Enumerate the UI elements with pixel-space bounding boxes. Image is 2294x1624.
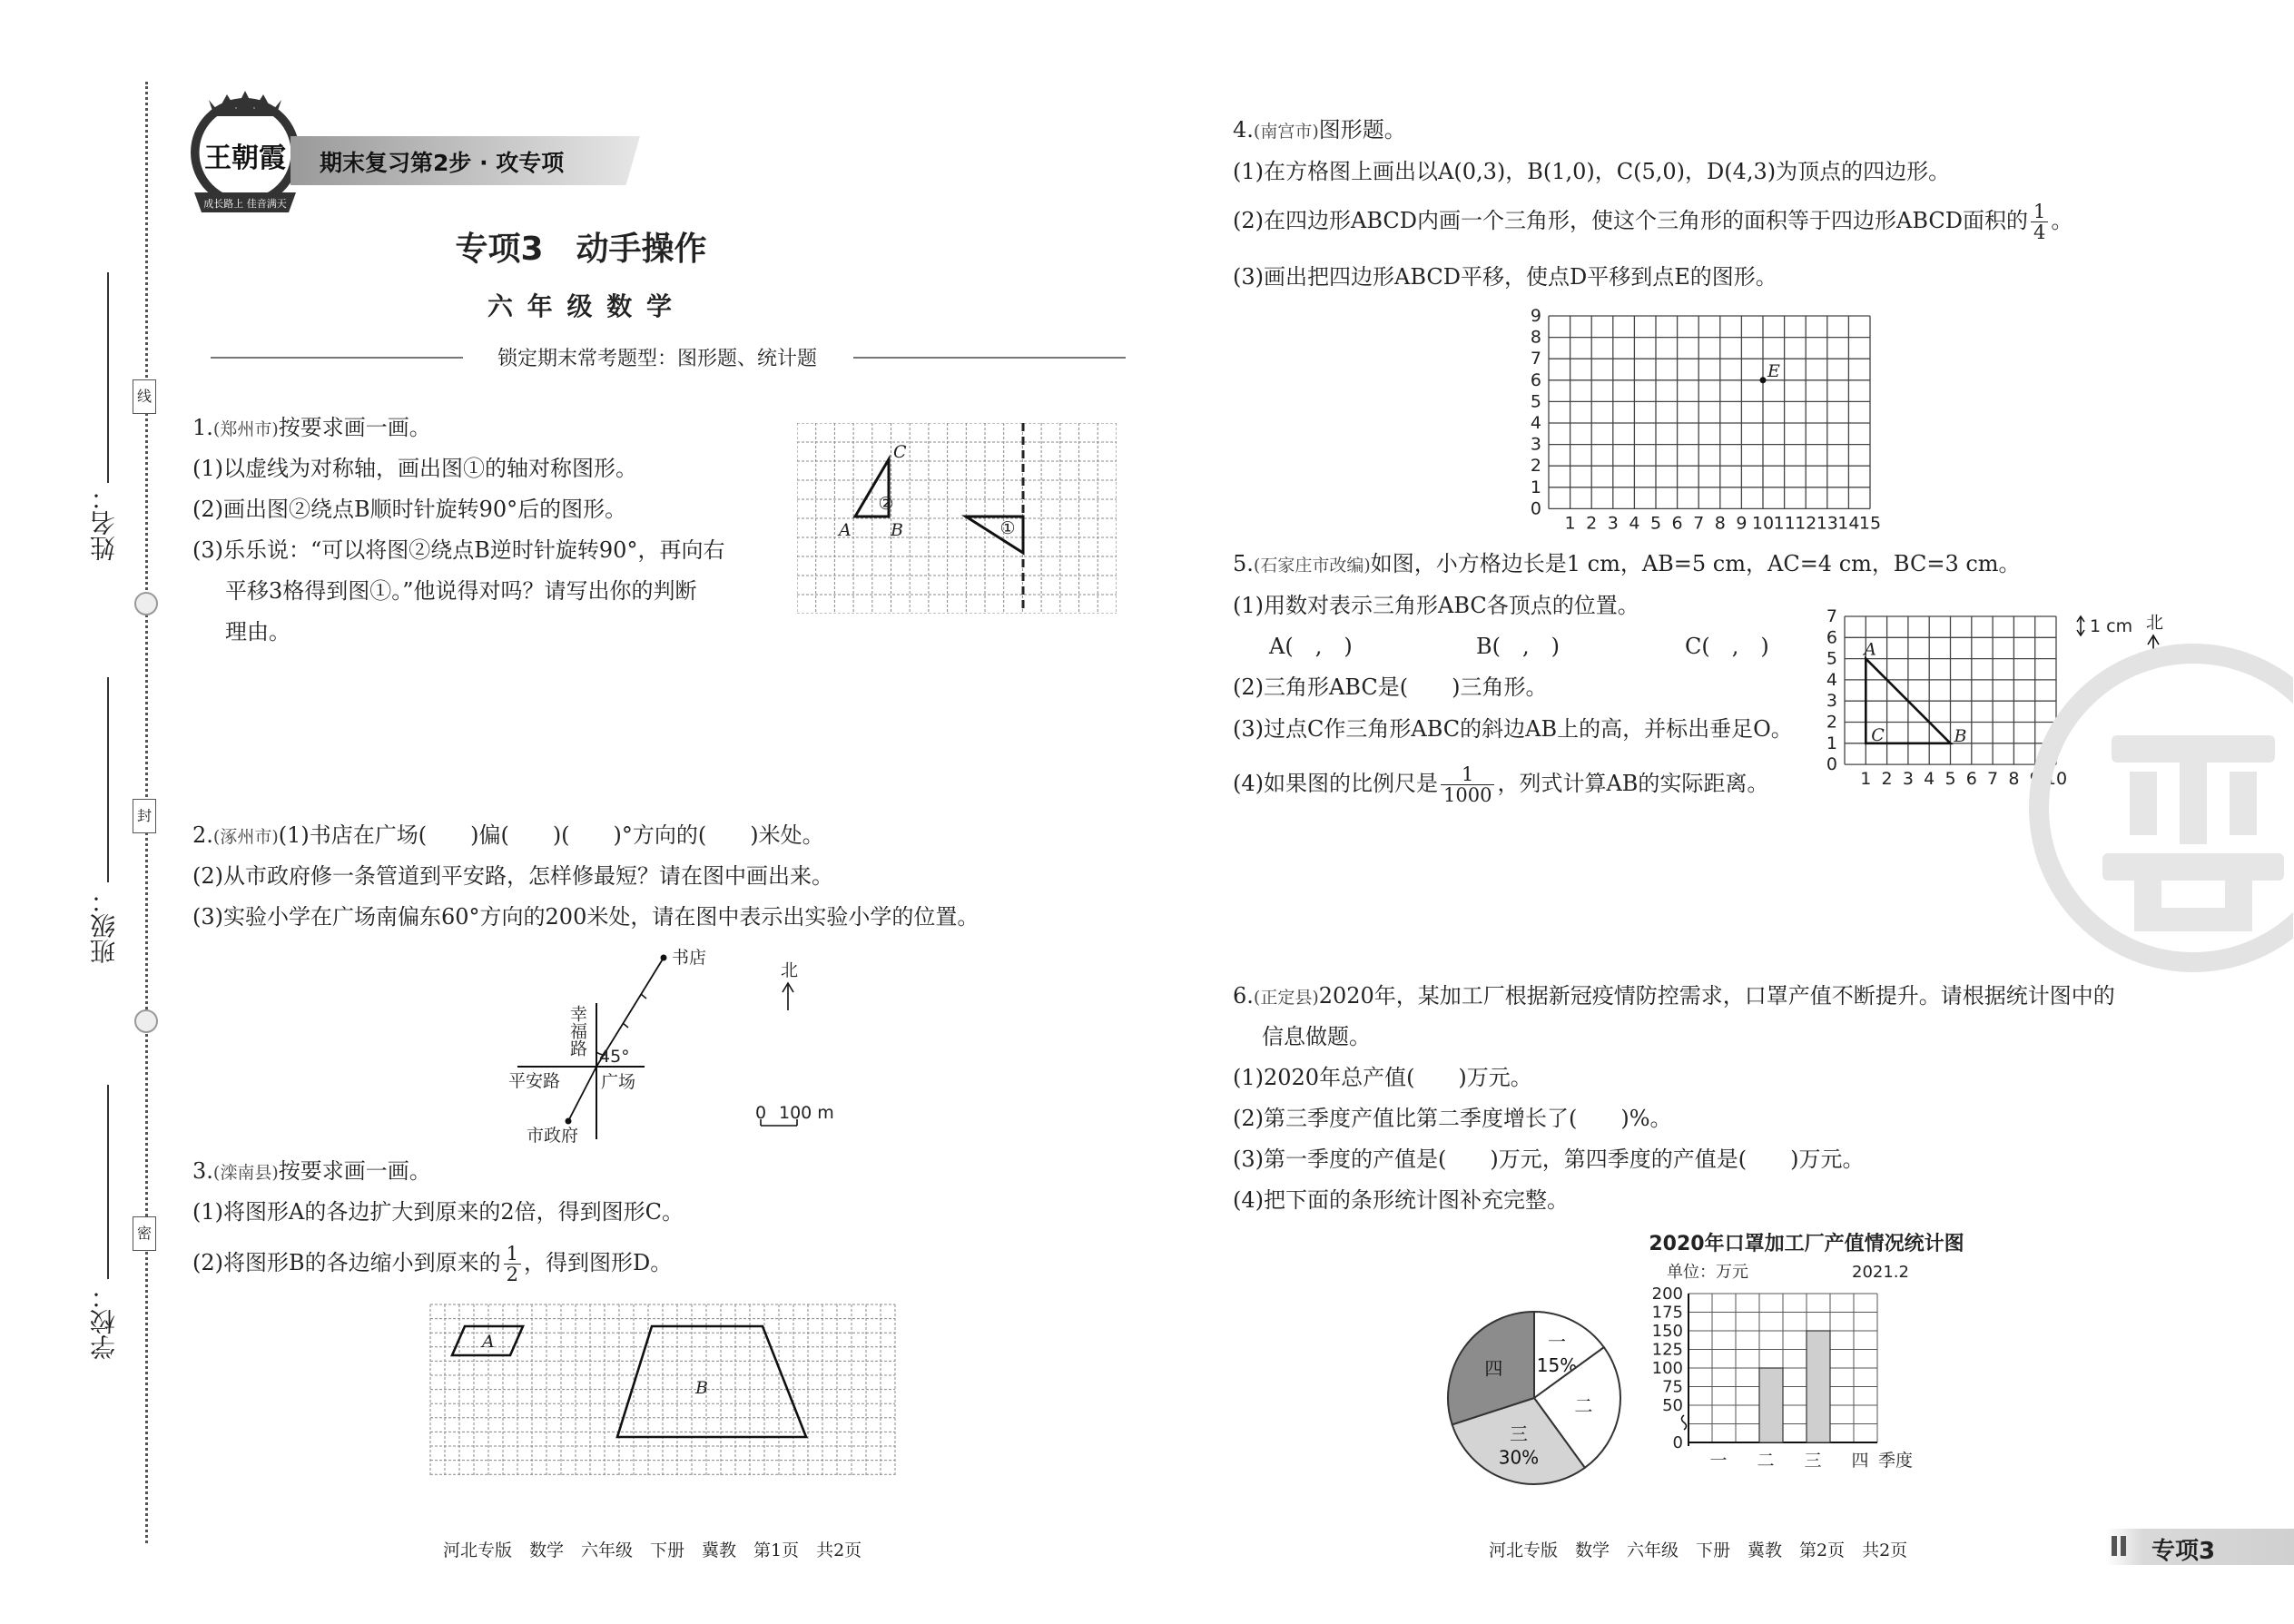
q3-shape-b xyxy=(617,1326,806,1437)
y-tick-label: 6 xyxy=(1530,369,1541,390)
q4-number: 4. xyxy=(1233,117,1254,143)
seal-mark-secret: 密 xyxy=(133,1216,156,1251)
x-tick-label: 15 xyxy=(1858,513,1882,534)
x-tick-label: 8 xyxy=(1714,513,1726,534)
name-field-line[interactable] xyxy=(107,272,109,483)
q6-number: 6. xyxy=(1233,983,1254,1009)
q6-bar-chart[interactable] xyxy=(1652,1257,1952,1493)
q3-label-b: B xyxy=(695,1378,708,1398)
xingfu-label: 幸福路 xyxy=(567,1005,587,1057)
logo-name: 王朝霞 xyxy=(204,143,286,174)
x-tick-label: 9 xyxy=(2029,769,2041,788)
government-label: 市政府 xyxy=(527,1126,579,1146)
y-tick-label: 125 xyxy=(1652,1340,1683,1360)
y-tick-label: 5 xyxy=(1530,391,1541,412)
q4-point-e-label: E xyxy=(1767,360,1780,381)
scale-zero: 0 xyxy=(755,1103,767,1123)
government-point xyxy=(566,1118,572,1125)
q1-line-2: (2)画出图②绕点B顺时针旋转90°后的图形。 xyxy=(192,497,627,522)
q5-label-a: A xyxy=(1864,639,1877,660)
q3-figure[interactable] xyxy=(428,1303,901,1477)
bookstore-label: 书店 xyxy=(672,948,707,968)
q6-source: (正定县) xyxy=(1253,988,1319,1008)
q2-head xyxy=(192,822,824,851)
q4-axis-ticks xyxy=(1531,307,1881,533)
q3-number: 3. xyxy=(192,1158,213,1184)
x-tick-label: 14 xyxy=(1837,513,1860,534)
q2-source: (涿州市) xyxy=(212,827,279,847)
y-tick-label: 9 xyxy=(1530,307,1541,326)
binding-margin xyxy=(0,0,172,1624)
q4-line-3: (3)画出把四边形ABCD平移，使点D平移到点E的图形。 xyxy=(1233,264,1777,290)
y-tick-label: 4 xyxy=(1530,413,1541,433)
unit-label: 1 cm xyxy=(2090,616,2133,636)
q2-line-2: (2)从市政府修一条管道到平安路，怎样修最短？请在图中画出来。 xyxy=(192,863,833,889)
q4-head xyxy=(1233,116,1406,145)
y-tick-label: 2 xyxy=(1530,456,1541,477)
fraction-denominator: 2 xyxy=(506,1264,519,1285)
axis-break xyxy=(1682,1415,1687,1430)
north-label: 北 xyxy=(781,960,799,980)
q6-lead: 2020年，某加工厂根据新冠疫情防控需求，口罩产值不断提升。请根据统计图中的 xyxy=(1318,983,2115,1009)
q5-label-b: B xyxy=(1954,725,1967,746)
y-tick-label: 0 xyxy=(1826,754,1837,775)
y-tick-label: 6 xyxy=(1826,627,1837,648)
pie-slice-label: 三 xyxy=(1509,1422,1528,1445)
x-tick-label: 10 xyxy=(1751,513,1775,534)
q1-grid xyxy=(797,423,1117,614)
q4-line-2-pre: (2)在四边形ABCD内画一个三角形，使这个三角形的面积等于四边形ABCD面积的 xyxy=(1233,208,2029,233)
pie-slice-label: 二 xyxy=(1574,1394,1593,1417)
q6-line-4: (4)把下面的条形统计图补充完整。 xyxy=(1233,1187,1569,1213)
q1-answer-space[interactable] xyxy=(192,663,1127,799)
q3-label-a: A xyxy=(482,1332,495,1352)
q3-head xyxy=(192,1157,431,1186)
q5-fraction xyxy=(1441,764,1494,805)
q3-source: (滦南县) xyxy=(212,1163,279,1183)
bar xyxy=(1759,1368,1783,1442)
pie-slice-label: 一 xyxy=(1548,1330,1567,1353)
x-tick-label: 7 xyxy=(1693,513,1705,534)
q3-line-2-post: ，得到图形D。 xyxy=(524,1250,673,1275)
x-tick-label: 2 xyxy=(1586,513,1598,534)
q5-coord-b[interactable]: B( , ) xyxy=(1476,634,1560,659)
fraction-numerator: 1 xyxy=(504,1244,521,1265)
q6-pie-chart xyxy=(1434,1298,1634,1498)
x-tick-label: 5 xyxy=(1649,513,1662,534)
q3-grid xyxy=(430,1304,895,1475)
brand-logo xyxy=(182,91,309,218)
binding-hole-2 xyxy=(134,1009,158,1033)
q6-head xyxy=(1233,982,2115,1011)
scale-100m: 100 m xyxy=(779,1103,834,1123)
q4-line-2-post: 。 xyxy=(2051,208,2073,233)
x-tick-label: 10 xyxy=(2044,769,2068,788)
q5-coord-a[interactable]: A( , ) xyxy=(1269,634,1353,659)
q6-line-2: (2)第三季度产值比第二季度增长了( )%。 xyxy=(1233,1106,1672,1131)
banner-text: 期末复习第2步 · 攻专项 xyxy=(320,150,565,176)
x-tick-label: 5 xyxy=(1944,769,1956,788)
x-tick-label: 3 xyxy=(1607,513,1619,534)
q5-coord-c[interactable]: C( , ) xyxy=(1685,634,1769,659)
q1-label-fig2: ② xyxy=(878,494,894,514)
y-tick-label: 2 xyxy=(1826,712,1837,733)
name-label: 姓名： xyxy=(89,485,119,561)
government-line xyxy=(568,1067,596,1121)
q5-north-label: 北 xyxy=(2146,613,2164,633)
pie-slice-percent: 30% xyxy=(1498,1446,1540,1469)
page-title: 专项3 动手操作 xyxy=(455,231,707,268)
y-tick-label: 0 xyxy=(1530,498,1541,519)
tick-mark xyxy=(641,994,646,999)
q1-figure xyxy=(797,423,1117,614)
q1-line-1: (1)以虚线为对称轴，画出图①的轴对称图形。 xyxy=(192,456,637,481)
x-tick-label: 四 xyxy=(1851,1451,1869,1471)
q4-grid-figure[interactable] xyxy=(1525,307,1888,534)
secret-watermark xyxy=(2021,635,2293,980)
q1-label-b: B xyxy=(891,520,903,540)
focus-rule-left xyxy=(211,357,463,359)
binding-hole-1 xyxy=(134,592,158,615)
q1-label-a: A xyxy=(839,520,852,540)
x-tick-label: 3 xyxy=(1902,769,1914,788)
q1-source: (郑州市) xyxy=(212,419,279,439)
y-tick-label: 1 xyxy=(1826,733,1837,753)
square-label: 广场 xyxy=(601,1072,636,1092)
q5-line-2: (2)三角形ABC是( )三角形。 xyxy=(1233,674,1548,700)
fraction-denominator: 4 xyxy=(2033,221,2046,243)
q4-line-1: (1)在方格图上画出以A(0,3)，B(1,0)，C(5,0)，D(4,3)为顶点的四边形。 xyxy=(1233,159,1951,184)
x-tick-label: 2 xyxy=(1881,769,1893,788)
bookstore-point xyxy=(661,955,667,961)
x-tick-label: 8 xyxy=(2008,769,2020,788)
q3-line-1: (1)将图形A的各边扩大到原来的2倍，得到图形C。 xyxy=(192,1199,684,1225)
q3-line-2 xyxy=(192,1244,672,1284)
footer-right: 河北专版 数学 六年级 下册 冀教 第2页 共2页 xyxy=(1489,1540,1908,1560)
focus-rule-right xyxy=(853,357,1126,359)
q5-line-1: (1)用数对表示三角形ABC各顶点的位置。 xyxy=(1233,593,1639,618)
y-tick-label: 150 xyxy=(1652,1322,1683,1341)
y-tick-label: 5 xyxy=(1826,648,1837,669)
q2-map xyxy=(490,940,853,1148)
q4-point-e xyxy=(1760,377,1767,383)
y-tick-label: 7 xyxy=(1530,349,1541,369)
q1-lead: 按要求画一画。 xyxy=(278,415,431,440)
y-tick-label: 75 xyxy=(1662,1377,1683,1397)
school-field-line[interactable] xyxy=(107,1085,109,1279)
q5-source: (石家庄市改编) xyxy=(1253,556,1371,576)
bar-date: 2021.2 xyxy=(1852,1263,1909,1282)
y-tick-label: 1 xyxy=(1530,477,1541,497)
q6-line-1: (1)2020年总产值( )万元。 xyxy=(1233,1065,1532,1090)
q5-line-4-pre: (4)如果图的比例尺是 xyxy=(1233,771,1438,796)
x-tick-label: 一 xyxy=(1709,1451,1728,1471)
x-tick-label: 三 xyxy=(1804,1451,1822,1471)
q1-number: 1. xyxy=(192,415,213,440)
q1-line-3: (3)乐乐说：“可以将图②绕点B逆时针旋转90°，再向右 xyxy=(192,537,725,563)
q3-fraction xyxy=(504,1244,521,1284)
class-field-line[interactable] xyxy=(107,677,109,882)
y-tick-label: 3 xyxy=(1826,691,1837,712)
q4-lead: 图形题。 xyxy=(1318,117,1406,143)
q4-source: (南宫市) xyxy=(1253,122,1319,142)
y-tick-label: 0 xyxy=(1672,1433,1683,1452)
logo-slogan: 成长路上 佳音满天 xyxy=(203,198,287,210)
pingan-label: 平安路 xyxy=(508,1071,561,1091)
footer-left: 河北专版 数学 六年级 下册 冀教 第1页 共2页 xyxy=(443,1540,862,1560)
x-tick-label: 4 xyxy=(1629,513,1640,534)
x-tick-label: 4 xyxy=(1924,769,1935,788)
seal-mark-line: 线 xyxy=(133,379,156,414)
q5-line-4-post: ，列式计算AB的实际距离。 xyxy=(1497,771,1769,796)
fraction-denominator: 1000 xyxy=(1443,784,1492,806)
y-tick-label: 100 xyxy=(1652,1359,1683,1378)
x-tick-label: 13 xyxy=(1816,513,1838,534)
y-tick-label: 7 xyxy=(1826,606,1837,626)
tick-mark xyxy=(623,1023,628,1028)
x-tick-label: 6 xyxy=(1671,513,1683,534)
fraction-numerator: 1 xyxy=(1441,764,1494,785)
q3-lead: 按要求画一画。 xyxy=(278,1158,431,1184)
x-tick-label: 11 xyxy=(1773,513,1796,534)
q4-line-2 xyxy=(1233,202,2072,242)
focus-text: 锁定期末常考题型：图形题、统计题 xyxy=(497,348,817,370)
q4-fraction xyxy=(2031,202,2048,242)
q6-line-3: (3)第一季度的产值是( )万元，第四季度的产值是( )万元。 xyxy=(1233,1147,1865,1172)
q4-grid xyxy=(1549,316,1870,508)
q3-line-2-pre: (2)将图形B的各边缩小到原来的 xyxy=(192,1250,501,1275)
q1-label-fig1: ① xyxy=(999,518,1016,538)
x-tick-label: 12 xyxy=(1795,513,1817,534)
seal-mark-seal: 封 xyxy=(133,799,156,833)
school-label: 学校： xyxy=(89,1284,119,1360)
bar-unit-label: 单位：万元 xyxy=(1667,1263,1748,1282)
x-tick-label: 9 xyxy=(1736,513,1748,534)
y-tick-label: 4 xyxy=(1826,669,1837,690)
q5-number: 5. xyxy=(1233,551,1254,576)
q2-line-3: (3)实验小学在广场南偏东60°方向的200米处，请在图中表示出实验小学的位置。 xyxy=(192,904,980,930)
y-tick-label: 8 xyxy=(1530,327,1541,348)
chart-title: 2020年口罩加工厂产值情况统计图 xyxy=(1649,1233,1964,1255)
x-axis-label: 季度 xyxy=(1877,1451,1914,1471)
y-tick-label: 3 xyxy=(1530,434,1541,455)
q1-label-c: C xyxy=(893,442,907,462)
footer-tab-label: 专项3 xyxy=(2151,1538,2216,1565)
x-tick-label: 7 xyxy=(1987,769,1999,788)
x-tick-label: 1 xyxy=(1564,513,1576,534)
q5-lead: 如图，小方格边长是1 cm，AB=5 cm，AC=4 cm，BC=3 cm。 xyxy=(1370,551,2021,576)
class-label: 班级： xyxy=(89,888,119,964)
q5-head xyxy=(1233,550,2021,579)
q2-number: 2. xyxy=(192,822,213,848)
q6-lead-2: 信息做题。 xyxy=(1262,1024,1371,1049)
pie-slice-label: 四 xyxy=(1484,1357,1503,1380)
x-tick-label: 6 xyxy=(1965,769,1977,788)
x-tick-label: 1 xyxy=(1860,769,1872,788)
page-subtitle: 六 年 级 数 学 xyxy=(487,291,674,321)
q2-lead: (1)书店在广场( )偏( )( )°方向的( )米处。 xyxy=(278,822,824,848)
q1-line-5: 理由。 xyxy=(225,619,290,645)
q5-line-4 xyxy=(1233,764,1768,805)
x-tick-label: 二 xyxy=(1757,1451,1775,1471)
q1-line-4: 平移3格得到图①。”他说得对吗？请写出你的判断 xyxy=(225,578,697,604)
q5-line-3: (3)过点C作三角形ABC的斜边AB上的高，并标出垂足O。 xyxy=(1233,716,1793,742)
pie-slice-percent: 15% xyxy=(1536,1353,1578,1376)
y-tick-label: 175 xyxy=(1652,1303,1683,1323)
bar xyxy=(1807,1331,1830,1442)
footer-tab-pattern xyxy=(2112,1536,2130,1556)
y-tick-label: 50 xyxy=(1662,1396,1683,1415)
angle-label: 45° xyxy=(599,1047,630,1067)
y-tick-label: 200 xyxy=(1652,1284,1683,1304)
fraction-numerator: 1 xyxy=(2031,202,2048,222)
q5-label-c: C xyxy=(1871,724,1885,745)
q1-head xyxy=(192,414,431,443)
